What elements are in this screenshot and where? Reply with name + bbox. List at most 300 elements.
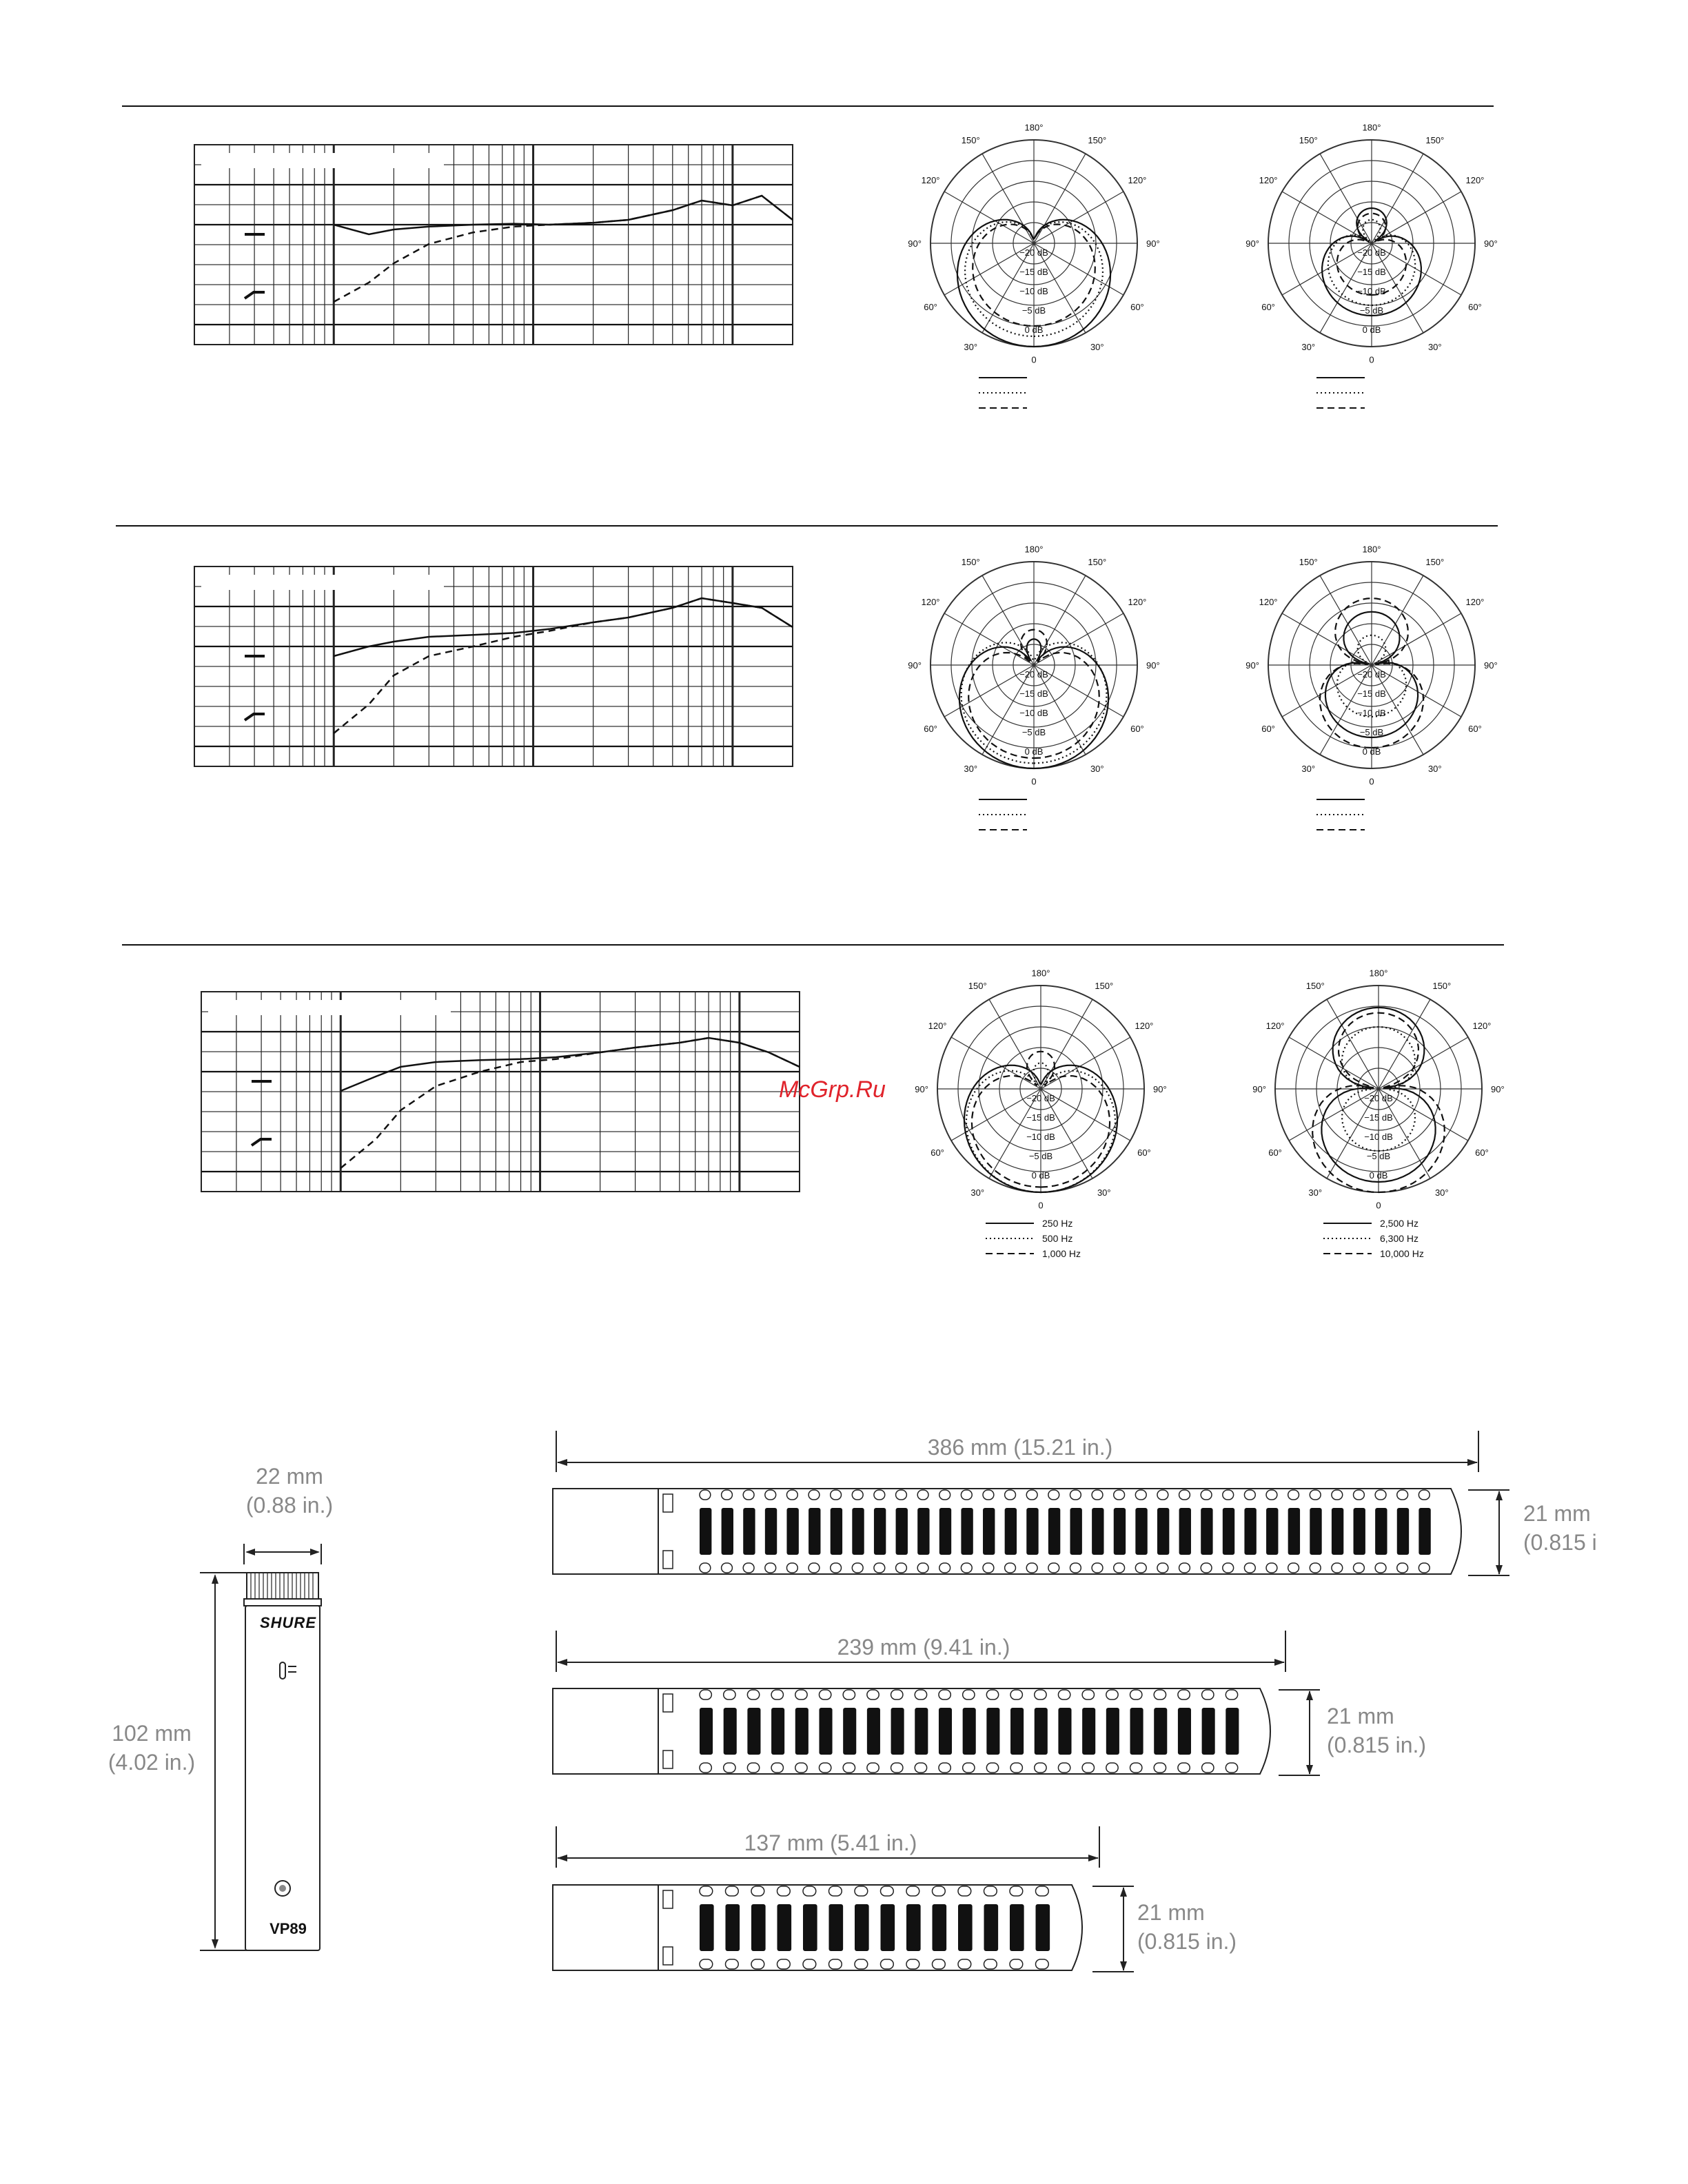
polar-angle-label: 120° [1472, 1021, 1492, 1032]
tube-slot [933, 1904, 947, 1951]
legend-label: 2,500 Hz [1380, 1218, 1419, 1229]
microphone-body-drawing [200, 1537, 352, 1964]
tube-slot [986, 1708, 999, 1755]
section-rule-3 [122, 944, 1504, 946]
tube-notch [1244, 1490, 1255, 1500]
tube-slot [743, 1508, 755, 1555]
tube-notch [984, 1886, 997, 1896]
tube-slot [1048, 1508, 1060, 1555]
polar-angle-label: 90° [1245, 238, 1259, 249]
polar-ring-label: 0 dB [1031, 1170, 1050, 1181]
tube-notch [1010, 1763, 1022, 1773]
polar-angle-label: 120° [1259, 175, 1278, 186]
tube-notch [896, 1490, 907, 1500]
polar-grid [1275, 986, 1482, 1192]
tube-long-diameter-label: 21 mm (0.815 i [1523, 1501, 1597, 1555]
polar-angle-label: 30° [1434, 1187, 1449, 1198]
polar-ring-label: −10 dB [1357, 286, 1386, 296]
tube-slot [958, 1904, 973, 1951]
tube-notch [1005, 1563, 1016, 1573]
polar-angle-label: 90° [908, 238, 922, 249]
polar-pattern-low-1 [889, 116, 1179, 419]
tube-notch [1035, 1763, 1046, 1773]
tube-notch [1332, 1490, 1343, 1500]
tube-slot [829, 1904, 844, 1951]
polar-angle-label: 0 [1038, 1200, 1044, 1211]
tube-notch [906, 1886, 919, 1896]
tube-notch [1397, 1490, 1408, 1500]
polar-angle-label: 60° [931, 1147, 944, 1158]
tube-notch [852, 1490, 863, 1500]
polar-angle-label: 60° [1468, 301, 1482, 312]
tube-notch [843, 1763, 855, 1773]
tube-slot [1058, 1708, 1071, 1755]
polar-grid [937, 986, 1144, 1192]
tube-notch [1082, 1763, 1094, 1773]
tube-slot [786, 1508, 798, 1555]
tube-notch [1226, 1690, 1237, 1700]
tube-slot [917, 1508, 929, 1555]
tube-notch [1178, 1763, 1190, 1773]
tube-notch [819, 1690, 831, 1700]
polar-angle-label: 0 [1031, 354, 1037, 365]
tube-notch [1070, 1490, 1081, 1500]
extension-tube-medium [551, 1682, 1310, 1785]
tube-notch [700, 1563, 711, 1573]
polar-angle-label: 150° [968, 981, 987, 992]
polar-ring-label: −20 dB [1019, 247, 1048, 258]
polar-angle-label: 120° [1465, 597, 1485, 608]
polar-angle-label: 150° [1299, 135, 1318, 146]
tube-notch [986, 1690, 998, 1700]
polar-ring-label: −5 dB [1359, 305, 1384, 316]
tube-notch [786, 1563, 797, 1573]
polar-angle-label: 60° [1468, 723, 1482, 734]
tube-slot [939, 1708, 952, 1755]
tube-slot [1226, 1708, 1239, 1755]
polar-ring-label: −5 dB [1366, 1151, 1391, 1161]
tube-notch [986, 1763, 998, 1773]
tube-notch [1266, 1563, 1277, 1573]
polar-angle-label: 180° [1031, 968, 1050, 979]
tube-slot [765, 1508, 777, 1555]
tube-notch [983, 1563, 994, 1573]
polar-angle-label: 30° [1301, 763, 1316, 774]
polar-pattern-high-2 [1227, 538, 1516, 841]
tube-notch [915, 1690, 926, 1700]
tube-notch [1092, 1563, 1103, 1573]
tube-slot [809, 1508, 820, 1555]
tube-notch [1202, 1763, 1214, 1773]
tube-slot [1354, 1508, 1365, 1555]
legend-label: 1,000 Hz [1042, 1248, 1081, 1259]
polar-angle-label: 30° [1090, 763, 1104, 774]
frequency-response-chart-3 [200, 990, 806, 1204]
tube-notch [1092, 1490, 1103, 1500]
tube-slot [1418, 1508, 1430, 1555]
tube-notch [765, 1563, 776, 1573]
tube-notch [1397, 1563, 1408, 1573]
tube-notch [939, 1763, 950, 1773]
body-height-label: 102 mm (4.02 in.) [108, 1721, 196, 1775]
tube-slot [1201, 1508, 1212, 1555]
tube-slot [700, 1508, 711, 1555]
polar-ring-label: −15 dB [1019, 267, 1048, 277]
polar-angle-label: 180° [1369, 968, 1388, 979]
tube-notch [724, 1690, 735, 1700]
tube-slot [747, 1708, 760, 1755]
tube-slot [1202, 1708, 1215, 1755]
tube-short-diameter-arrow [1092, 1885, 1141, 1974]
polar-angle-label: 120° [1128, 597, 1147, 608]
tube-slot [1082, 1708, 1095, 1755]
polar-angle-label: 120° [921, 597, 940, 608]
tube-notch [1005, 1490, 1016, 1500]
polar-pattern-low-3 [896, 961, 1186, 1272]
tube-notch [874, 1563, 885, 1573]
polar-angle-label: 0 [1369, 776, 1374, 787]
tube-slot [1070, 1508, 1082, 1555]
tube-notch [1082, 1690, 1094, 1700]
polar-angle-label: 150° [1299, 557, 1318, 568]
polar-ring-label: −15 dB [1357, 267, 1386, 277]
polar-angle-label: 60° [1130, 723, 1144, 734]
tube-notch [1157, 1490, 1168, 1500]
legend-label: 6,300 Hz [1380, 1233, 1419, 1244]
polar-angle-label: 150° [1088, 135, 1107, 146]
polar-ring-label: 0 dB [1024, 325, 1044, 335]
tube-notch [958, 1886, 971, 1896]
tube-slot [1310, 1508, 1321, 1555]
tube-notch [874, 1490, 885, 1500]
legend-label: 10,000 Hz [1380, 1248, 1424, 1259]
tube-notch [1157, 1563, 1168, 1573]
tube-notch [1418, 1490, 1430, 1500]
tube-notch [939, 1690, 950, 1700]
frequency-response-chart-2 [193, 565, 800, 779]
tube-notch [1036, 1886, 1049, 1896]
polar-ring-label: −10 dB [1364, 1132, 1393, 1142]
tube-notch [700, 1959, 713, 1969]
tube-slot [751, 1904, 766, 1951]
polar-angle-label: 90° [1146, 660, 1160, 671]
polar-ring-label: −10 dB [1019, 286, 1048, 296]
polar-ring-label: −15 dB [1026, 1112, 1055, 1123]
polar-ring-label: −20 dB [1364, 1093, 1393, 1103]
tube-outline [553, 1885, 1082, 1970]
tube-slot [1010, 1708, 1024, 1755]
tube-notch [1202, 1690, 1214, 1700]
tube-slot [852, 1508, 864, 1555]
extension-tube-long [551, 1482, 1503, 1585]
polar-angle-label: 60° [924, 723, 937, 734]
tube-notch [1179, 1563, 1190, 1573]
tube-notch [881, 1959, 894, 1969]
tube-slot [961, 1508, 973, 1555]
tube-notch [881, 1886, 894, 1896]
tube-long-length-label: 386 mm (15.21 in.) [927, 1435, 1113, 1460]
polar-angle-label: 120° [1265, 1021, 1285, 1032]
polar-ring-label: 0 dB [1362, 325, 1381, 335]
tube-notch [1375, 1490, 1386, 1500]
tube-slot [819, 1708, 832, 1755]
tube-notch [743, 1563, 754, 1573]
tube-notch [700, 1690, 711, 1700]
tube-notch [984, 1959, 997, 1969]
polar-angle-label: 180° [1024, 544, 1044, 555]
tube-notch [961, 1563, 972, 1573]
polar-angle-label: 0 [1369, 354, 1374, 365]
polar-angle-label: 150° [1425, 135, 1445, 146]
polar-angle-label: 30° [1090, 341, 1104, 352]
tube-notch [831, 1490, 842, 1500]
polar-angle-label: 60° [1130, 301, 1144, 312]
polar-angle-label: 90° [1484, 238, 1498, 249]
tube-notch [1288, 1563, 1299, 1573]
polar-ring-label: −5 dB [1021, 305, 1046, 316]
tube-notch [1130, 1763, 1142, 1773]
tube-slot [881, 1904, 895, 1951]
polar-ring-label: −10 dB [1026, 1132, 1055, 1142]
tube-notch [777, 1886, 791, 1896]
polar-angle-label: 60° [1475, 1147, 1489, 1158]
tube-short-length-label: 137 mm (5.41 in.) [744, 1830, 917, 1855]
extension-tube-short [551, 1878, 1123, 1981]
tube-notch [1035, 1690, 1046, 1700]
tube-slot [891, 1708, 904, 1755]
tube-notch [829, 1886, 842, 1896]
tube-slot [1332, 1508, 1343, 1555]
tube-notch [855, 1959, 868, 1969]
polar-angle-label: 90° [908, 660, 922, 671]
polar-angle-label: 180° [1024, 122, 1044, 133]
tube-notch [809, 1490, 820, 1500]
tube-notch [1058, 1690, 1070, 1700]
tube-notch [958, 1959, 971, 1969]
tube-slot [1135, 1508, 1147, 1555]
microphone-brand-logo: SHURE [259, 1614, 316, 1631]
tube-short-diameter-label: 21 mm (0.815 in.) [1137, 1900, 1237, 1954]
polar-angle-label: 60° [1137, 1147, 1151, 1158]
tube-notch [1201, 1490, 1212, 1500]
polar-angle-label: 90° [1252, 1084, 1266, 1094]
polar-angle-label: 30° [964, 763, 978, 774]
tube-slot [1179, 1508, 1191, 1555]
tube-notch [743, 1490, 754, 1500]
polar-angle-label: 60° [924, 301, 937, 312]
tube-slot [1005, 1508, 1017, 1555]
tube-slot [777, 1904, 792, 1951]
tube-notch [771, 1763, 783, 1773]
polar-angle-label: 150° [1305, 981, 1325, 992]
tube-slot [722, 1508, 733, 1555]
tube-notch [1310, 1490, 1321, 1500]
polar-angle-label: 60° [1268, 1147, 1282, 1158]
tube-notch [1036, 1959, 1049, 1969]
tube-notch [1223, 1563, 1234, 1573]
tube-notch [1058, 1763, 1070, 1773]
tube-notch [1418, 1563, 1430, 1573]
tube-notch [896, 1563, 907, 1573]
tube-slot [795, 1708, 809, 1755]
tube-slot [700, 1708, 713, 1755]
polar-angle-label: 150° [1095, 981, 1114, 992]
tube-notch [1048, 1490, 1059, 1500]
tube-slot [724, 1708, 737, 1755]
polar-angle-label: 120° [1128, 175, 1147, 186]
tube-notch [751, 1959, 764, 1969]
polar-angle-label: 0 [1376, 1200, 1381, 1211]
tube-slot [1178, 1708, 1191, 1755]
tube-notch [803, 1886, 816, 1896]
body-width-label: 22 mm (0.88 in.) [245, 1464, 334, 1518]
legend-label: 250 Hz [1042, 1218, 1073, 1229]
tube-slot [984, 1904, 999, 1951]
polar-pattern-high-1 [1227, 116, 1516, 419]
polar-angle-label: 120° [1135, 1021, 1154, 1032]
tube-notch [983, 1490, 994, 1500]
tube-slot [831, 1508, 842, 1555]
tube-slot [906, 1904, 921, 1951]
tube-slot [1106, 1708, 1119, 1755]
polar-angle-label: 150° [961, 557, 980, 568]
polar-ring-label: −5 dB [1021, 727, 1046, 737]
polar-angle-label: 90° [1484, 660, 1498, 671]
tube-notch [700, 1763, 711, 1773]
tube-notch [1288, 1490, 1299, 1500]
tube-notch [906, 1959, 919, 1969]
tube-slot [1035, 1708, 1048, 1755]
polar-ring-label: −20 dB [1357, 247, 1386, 258]
tube-notch [722, 1563, 733, 1573]
polar-angle-label: 30° [970, 1187, 985, 1198]
tube-notch [726, 1959, 739, 1969]
tube-slot [726, 1904, 740, 1951]
polar-angle-label: 150° [961, 135, 980, 146]
tube-notch [765, 1490, 776, 1500]
tube-notch [1223, 1490, 1234, 1500]
polar-ring-label: −20 dB [1026, 1093, 1055, 1103]
tube-notch [777, 1959, 791, 1969]
tube-notch [1226, 1763, 1237, 1773]
tube-notch [726, 1886, 739, 1896]
tube-slot [867, 1708, 880, 1755]
polar-ring-label: −20 dB [1019, 669, 1048, 680]
tube-notch [1135, 1563, 1146, 1573]
polar-angle-label: 90° [1146, 238, 1160, 249]
tube-notch [1201, 1563, 1212, 1573]
tube-notch [961, 1490, 972, 1500]
polar-grid [931, 562, 1137, 768]
polar-angle-label: 30° [1308, 1187, 1323, 1198]
tube-slot [1026, 1508, 1038, 1555]
tube-medium-length-label: 239 mm (9.41 in.) [837, 1635, 1010, 1660]
tube-notch [1244, 1563, 1255, 1573]
polar-angle-label: 30° [964, 341, 978, 352]
frequency-response-chart-1 [193, 143, 800, 357]
polar-angle-label: 90° [1491, 1084, 1505, 1094]
polar-angle-label: 30° [1427, 763, 1442, 774]
polar-pattern-low-2 [889, 538, 1179, 841]
tube-notch [1048, 1563, 1059, 1573]
polar-angle-label: 180° [1362, 544, 1381, 555]
tube-notch [1266, 1490, 1277, 1500]
tube-notch [700, 1490, 711, 1500]
tube-notch [1130, 1690, 1142, 1700]
tube-slot [771, 1708, 784, 1755]
polar-angle-label: 120° [1465, 175, 1485, 186]
tube-notch [1010, 1886, 1023, 1896]
tube-notch [751, 1886, 764, 1896]
polar-angle-label: 90° [1153, 1084, 1167, 1094]
tube-notch [1026, 1563, 1037, 1573]
tube-notch [1154, 1690, 1166, 1700]
tube-slot [1154, 1708, 1167, 1755]
tube-notch [829, 1959, 842, 1969]
tube-notch [747, 1763, 759, 1773]
tube-slot [1157, 1508, 1169, 1555]
tube-notch [917, 1563, 928, 1573]
tube-notch [1354, 1490, 1365, 1500]
tube-notch [852, 1563, 863, 1573]
polar-ring-label: 0 dB [1362, 746, 1381, 757]
tube-notch [917, 1490, 928, 1500]
tube-slot [1036, 1904, 1050, 1951]
tube-notch [700, 1886, 713, 1896]
tube-slot [1114, 1508, 1126, 1555]
microphone-model-label: VP89 [270, 1920, 307, 1937]
tube-notch [1179, 1490, 1190, 1500]
tube-notch [963, 1763, 975, 1773]
tube-notch [1310, 1563, 1321, 1573]
tube-notch [1178, 1690, 1190, 1700]
polar-grid [931, 140, 1137, 347]
tube-slot [843, 1708, 856, 1755]
polar-ring-label: 0 dB [1369, 1170, 1388, 1181]
tube-notch [1354, 1563, 1365, 1573]
tube-slot [896, 1508, 908, 1555]
polar-angle-label: 150° [1425, 557, 1445, 568]
tube-notch [915, 1763, 926, 1773]
polar-angle-label: 150° [1432, 981, 1452, 992]
tube-notch [939, 1563, 950, 1573]
tube-notch [1154, 1763, 1166, 1773]
tube-notch [819, 1763, 831, 1773]
tube-slot [1375, 1508, 1387, 1555]
tube-notch [1026, 1490, 1037, 1500]
tube-notch [795, 1690, 807, 1700]
tube-notch [1135, 1490, 1146, 1500]
tube-slot [915, 1708, 928, 1755]
tube-slot [1010, 1904, 1024, 1951]
polar-angle-label: 120° [921, 175, 940, 186]
polar-ring-label: −15 dB [1019, 688, 1048, 699]
polar-angle-label: 30° [1097, 1187, 1111, 1198]
polar-angle-label: 150° [1088, 557, 1107, 568]
tube-notch [1114, 1563, 1125, 1573]
polar-angle-label: 120° [928, 1021, 947, 1032]
polar-ring-label: −10 dB [1019, 708, 1048, 718]
tube-slot [855, 1904, 869, 1951]
tube-slot [1223, 1508, 1234, 1555]
tube-notch [891, 1763, 903, 1773]
tube-notch [803, 1959, 816, 1969]
tube-notch [1114, 1490, 1125, 1500]
tube-long-diameter-arrow [1468, 1489, 1516, 1578]
tube-notch [1010, 1690, 1022, 1700]
tube-slot [1266, 1508, 1278, 1555]
polar-ring-label: −10 dB [1357, 708, 1386, 718]
